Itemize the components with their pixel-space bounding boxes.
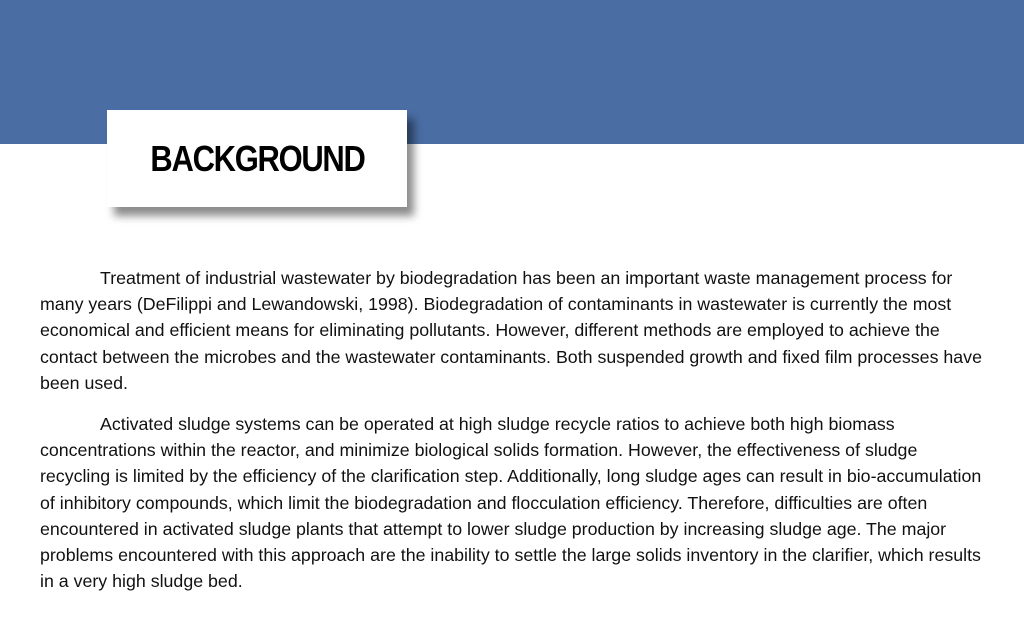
page-title: BACKGROUND <box>149 137 365 179</box>
paragraph-2: Activated sludge systems can be operated at high sludge recycle ratios to achieve both high biomass concentrations within the reactor, and minimize biological solids formation. However, the effectiveness of sludge recycling is limited by the efficiency of the clarification step. Additionally, long sludge ages can result in bio-accumulation of inhibitory compounds, which limit the biodegradation and flocculation efficiency. Therefore, difficulties are often encountered in activated sludge plants that attempt to lower sludge production by increasing sludge age. The major problems encountered with this approach are the inability to settle the large solids inventory in the clarifier, which results in a very high sludge bed. <box>40 414 982 592</box>
body-text <box>40 265 990 594</box>
paragraph-1: Treatment of industrial wastewater by biodegradation has been an important waste management process for many years (DeFilippi and Lewandowski, 1998). Biodegradation of contaminants in wastewater is currently the most economical and efficient means for eliminating pollutants. However, different methods are employed to achieve the contact between the microbes and the wastewater contaminants. Both suspended growth and fixed film processes have been used. <box>40 268 982 393</box>
title-card <box>107 110 407 207</box>
